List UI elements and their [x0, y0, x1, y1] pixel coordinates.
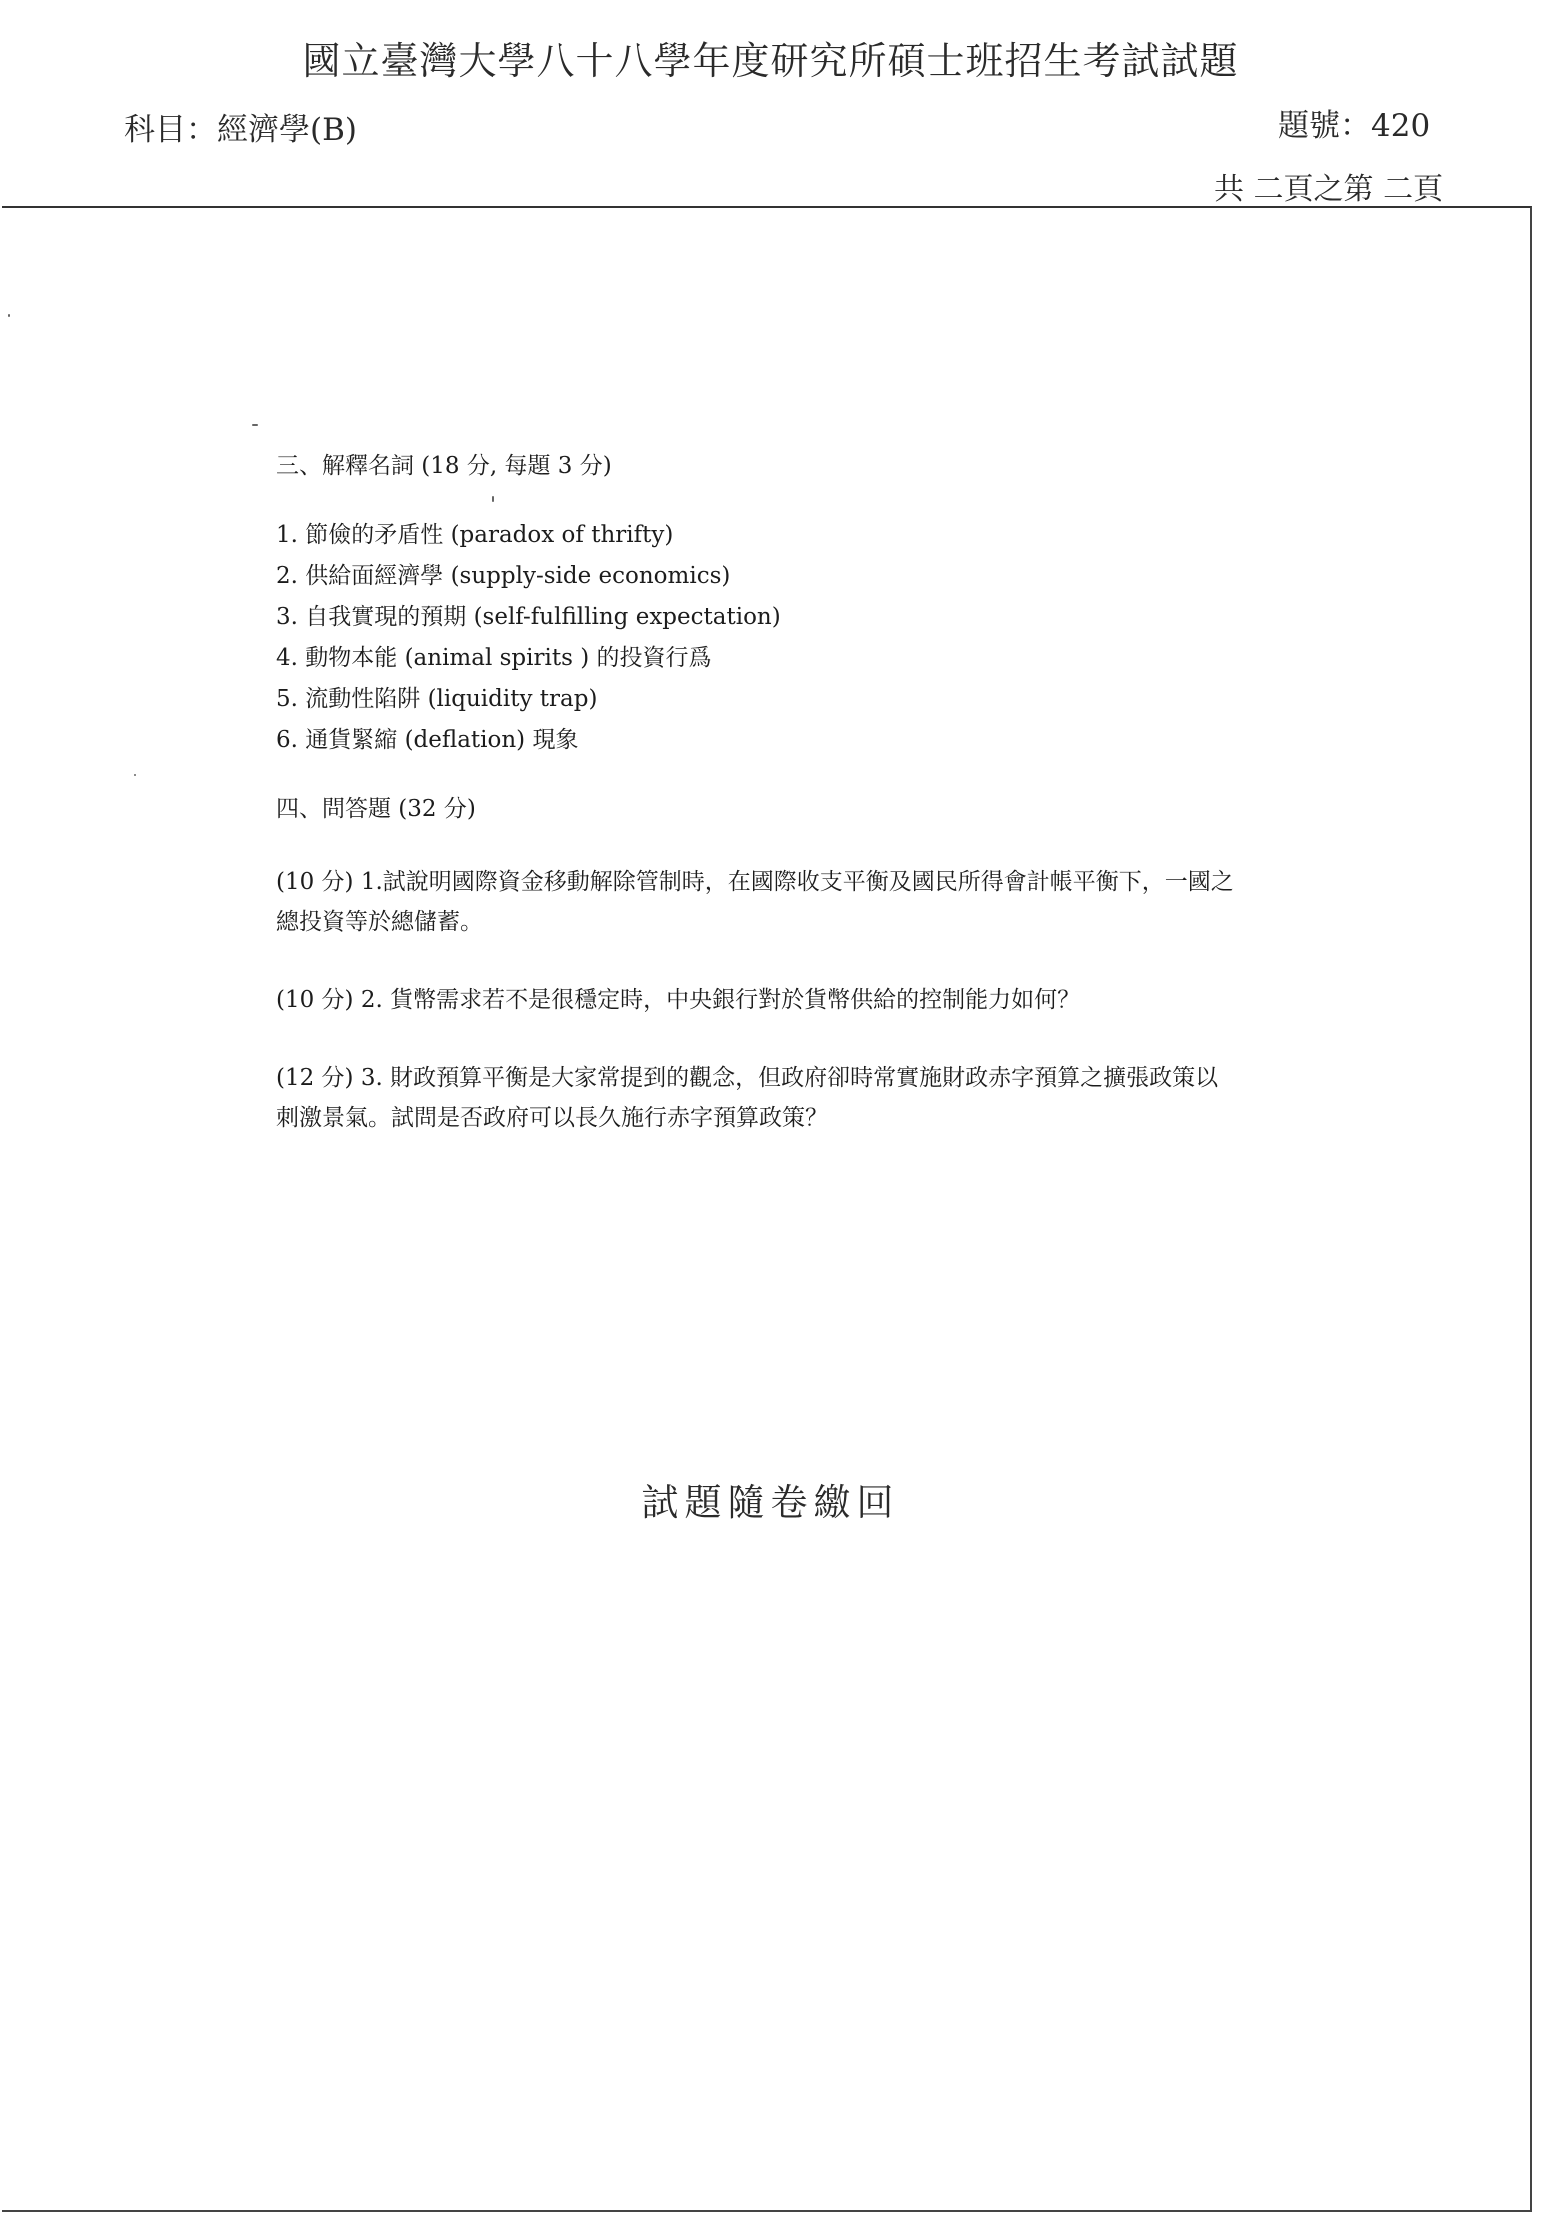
section-3-heading: 三、解釋名詞 (18 分, 每題 3 分) [276, 453, 612, 479]
question-2: (10 分) 2. 貨幣需求若不是很穩定時，中央銀行對於貨幣供給的控制能力如何？ [276, 987, 1081, 1013]
subject-label: 科目：經濟學(B) [124, 112, 357, 148]
term-list [276, 519, 1236, 757]
term-item-2: 2. 供給面經濟學 (supply-side economics) [276, 563, 731, 589]
term-item-5: 5. 流動性陷阱 (liquidity trap) [276, 686, 598, 712]
page-count-label: 共 二頁之第 二頁 [1214, 172, 1444, 207]
scan-speck [252, 424, 258, 426]
return-notice-stamp: 試題隨卷繳回 [641, 1481, 900, 1524]
scan-speck [8, 314, 10, 317]
scan-speck [134, 774, 136, 776]
page-title: 國立臺灣大學八十八學年度研究所碩士班招生考試試題 [302, 39, 1239, 83]
term-item-1: 1. 節儉的矛盾性 (paradox of thrifty) [276, 522, 674, 548]
question-number-label: 題號：420 [1278, 108, 1431, 144]
question-1: (10 分) 1.試說明國際資金移動解除管制時，在國際收支平衡及國民所得會計帳平衡下，一國之總投資等於總儲蓄。 [276, 869, 1234, 935]
scan-speck [492, 496, 494, 502]
section-4-heading: 四、問答題 (32 分) [276, 796, 476, 822]
exam-content [276, 450, 1236, 1176]
term-item-3: 3. 自我實現的預期 (self-fulfilling expectation) [276, 604, 781, 630]
term-item-4: 4. 動物本能 (animal spirits ) 的投資行爲 [276, 645, 712, 671]
term-item-6: 6. 通貨緊縮 (deflation) 現象 [276, 727, 579, 753]
question-3: (12 分) 3. 財政預算平衡是大家常提到的觀念，但政府卻時常實施財政赤字預算之擴張政策以刺激景氣。試問是否政府可以長久施行赤字預算政策？ [276, 1065, 1219, 1131]
